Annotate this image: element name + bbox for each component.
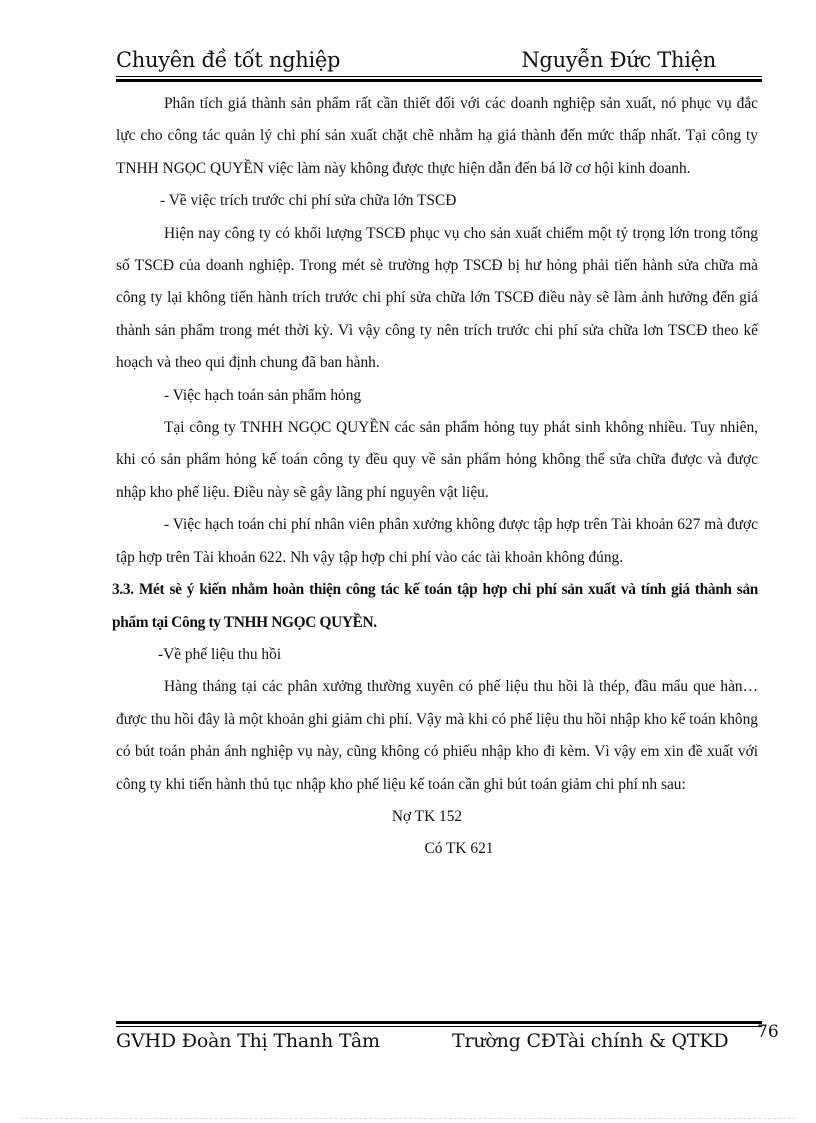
page-number: 76 [757,1022,779,1042]
paragraph: - Việc hạch toán chi phí nhân viên phân xưởng không được tập hợp trên Tài khoản 627 mà được tập hợp trên Tài khoản 622. Nh vậy tập hợp chi phí vào các tài khoản không đúng. [116,516,758,566]
footer-supervisor: GVHD Đoàn Thị Thanh Tâm [116,1030,380,1052]
paragraph: Hiện nay công ty có khối lượng TSCĐ phục vụ cho sản xuất chiếm một tỷ trọng lớn trong tổng số TSCĐ của doanh nghiệp. Trong mét sè trường hợp TSCĐ bị hư hỏng phải tiến hành sửa chữa mà công ty lại không tiến hành trích trước chi phí sửa chữa lớn TSCĐ điều này sẽ làm ảnh hưởng đến giá thành sản phẩm trong mét thời kỳ. Vì vậy công ty nên trích trước chi phí sửa chữa lơn TSCĐ theo kế hoạch và theo qui định chung đã ban hành. [116,224,758,372]
section-item: - Việc hạch toán sản phẩm hỏng [164,386,362,404]
section-item: -Về phế liệu thu hồi [158,645,282,663]
journal-entry-debit: Nợ TK 152 [391,807,463,825]
page-edge-divider [20,1118,796,1119]
paragraph: Phân tích giá thành sản phẩm rất cần thiết đối với các doanh nghiệp sản xuất, nó phục vụ đắc lực cho công tác quản lý chi phí sản xuất chặt chẽ nhằm hạ giá thành đến mức thấp nhất. Tại công ty TNHH NGỌC QUYỀN việc làm này không được thực hiện dẫn đến bá lỡ cơ hội kinh doanh. [116,95,758,177]
section-item: - Về việc trích trước chi phí sửa chữa lớn TSCĐ [160,192,457,210]
header-document-title: Chuyên đề tốt nghiệp [116,48,341,72]
footer-rule-thin [116,1026,762,1027]
header-author-name: Nguyễn Đức Thiện [521,48,716,72]
paragraph: Hàng tháng tại các phân xưởng thường xuyên có phế liệu thu hồi là thép, đầu mẩu que hàn… được thu hồi đây là một khoản ghi giảm chi phí. Vậy mà khi có phế liệu thu hồi nhập kho kế toán không có bút toán phản ánh nghiệp vụ này, cũng không có phiếu nhập kho đi kèm. Vì vậy em xin đề xuất với công ty khi tiến hành thủ tục nhập kho phế liệu kế toán cần ghi bút toán giảm chi phí nh sau: [116,678,758,793]
footer-rule-thick [116,1021,762,1024]
header-rule-thick [116,79,762,82]
paragraph: Tại công ty TNHH NGỌC QUYỀN các sản phẩm hỏng tuy phát sinh không nhiều. Tuy nhiên, khi có sản phẩm hỏng kế toán công ty đều quy về sản phẩm hỏng không thể sửa chữa được và được nhập kho phế liệu. Điều này sẽ gây lãng phí nguyên vật liệu. [116,419,758,501]
section-heading: 3.3. Mét sè ý kiến nhằm hoàn thiện công tác kế toán tập hợp chi phí sản xuất và tính giá thành sản phẩm tại Công ty TNHH NGỌC QUYỀN. [112,581,758,631]
footer-school: Trường CĐTài chính & QTKD [452,1030,729,1052]
header-rule-thin [116,76,762,77]
page-header [116,48,762,78]
document-body [112,88,758,866]
journal-entry-credit: Có TK 621 [424,840,494,858]
